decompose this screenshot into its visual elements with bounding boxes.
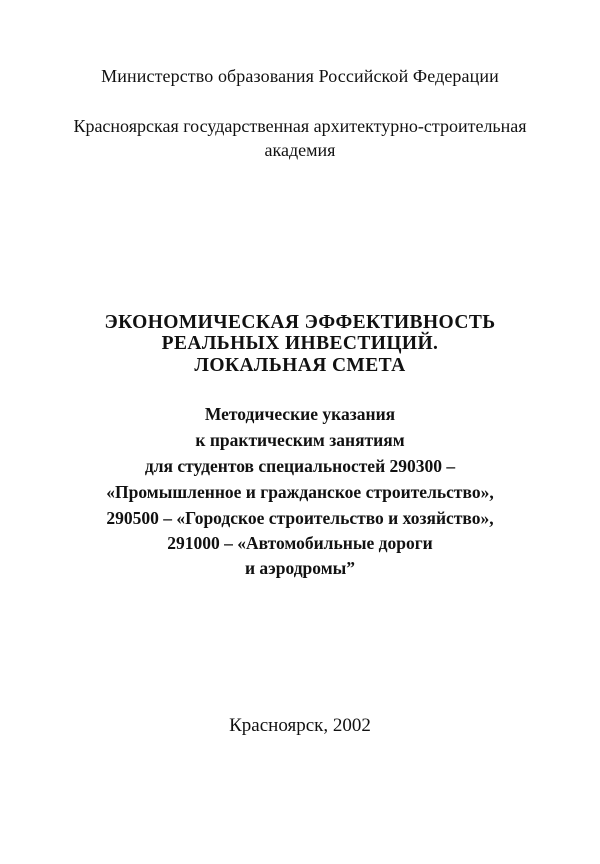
document-title-line-2: РЕАЛЬНЫХ ИНВЕСТИЦИЙ.: [161, 333, 439, 354]
ministry-name: Министерство образования Российской Федерации: [101, 66, 499, 86]
place-and-year: Красноярск, 2002: [229, 715, 371, 736]
document-title-line-3: ЛОКАЛЬНАЯ СМЕТА: [194, 355, 406, 376]
subtitle-line-2: к практическим занятиям: [195, 430, 405, 450]
academy-name-line-1: Красноярская государственная архитектурно-строительная: [73, 116, 527, 136]
subtitle-line-1: Методические указания: [204, 404, 396, 424]
subtitle-line-7: и аэродромы”: [244, 558, 356, 578]
subtitle-line-5: 290500 – «Городское строительство и хозяйство»,: [106, 508, 494, 528]
document-title-line-1: ЭКОНОМИЧЕСКАЯ ЭФФЕКТИВНОСТЬ: [104, 312, 496, 333]
subtitle-line-3: для студентов специальностей 290300 –: [144, 456, 456, 476]
subtitle-line-4: «Промышленное и гражданское строительство»,: [106, 482, 494, 502]
subtitle-line-6: 291000 – «Автомобильные дороги: [167, 533, 433, 553]
academy-name-line-2: академия: [264, 140, 336, 160]
